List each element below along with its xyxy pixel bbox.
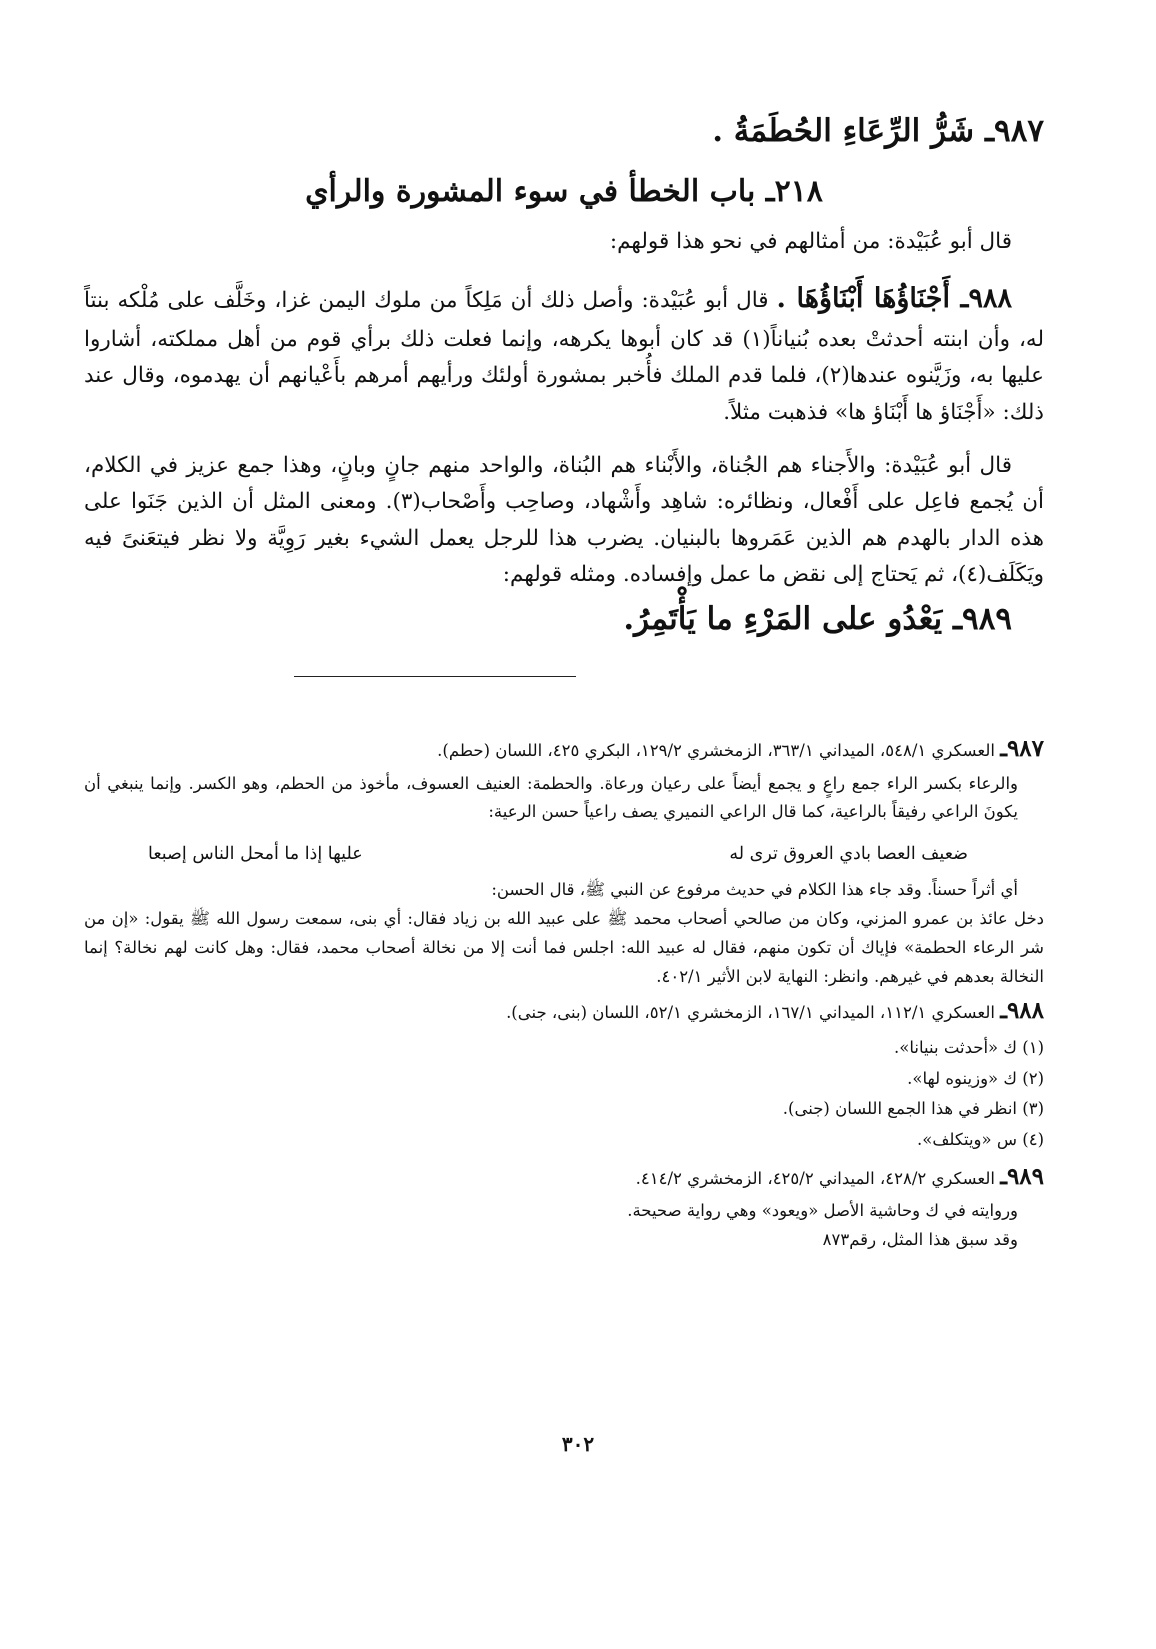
note-988-number: ٩٨٨ـ bbox=[1000, 997, 1044, 1025]
verse-second-hemistich: عليها إذا ما أمحل الناس إصبعا bbox=[148, 844, 363, 865]
footnote-4: (٤) س «ويتكلف». bbox=[916, 1130, 1044, 1150]
verse-first-hemistich: ضعيف العصا بادي العروق ترى له bbox=[729, 844, 968, 865]
proverb-987-title: ٩٨٧ـ شَرُّ الرِّعَاءِ الحُطَمَةُ . bbox=[712, 113, 1044, 149]
footnote-2: (٢) ك «وزينوه لها». bbox=[907, 1068, 1044, 1088]
note-987-hadith: دخل عائذ بن عمرو المزني، وكان من صالحي أصحاب محمد ﷺ على عبيد الله بن زياد فقال: أي بنى، سمعت رسول الله ﷺ يقول: «إن من شر الرعاء الحطمة» فإياك أن تكون منهم، فقال له عبيد الله: اجلس فما أنت إلا من نخالة أصحاب محمد، فقال: وهل كانت لهم نخالة؟ إنما النخالة بعدهم في غيرهم. وانظر: النهاية لابن الأثير ٤٠٢/١. bbox=[84, 908, 1044, 986]
note-989-number: ٩٨٩ـ bbox=[1000, 1163, 1044, 1191]
note-988-sources bbox=[84, 991, 1044, 1031]
footnote-list bbox=[84, 1034, 1044, 1156]
explanation-paragraph: قال أبو عُبَيْدة: والأَجناء هم الجُناة، والأَبْناء هم البُناة، والواحد منهم جانٍ وبانٍ، وهذا جمع عزيز في الكلام، أن يُجمع فاعِل على أَفْعال، ونظائره: شاهِد وأَشْهاد، وصاحِب وأَصْحاب(٣). ومعنى المثل أن الذين جَنَوا على هذه الدار بالهدم هم الذين عَمَروها بالبنيان. يضرب هذا للرجل يعمل الشيء بغير رَوِيَّة ولا نظر فيتعَنىً فيه ويَكَلَف(٤)، ثم يَحتاج إلى نقض ما عمل وإفساده. ومثله قولهم: bbox=[84, 452, 1044, 588]
chapter-heading: ٢١٨ـ باب الخطأ في سوء المشورة والرأي bbox=[305, 173, 823, 209]
note-989-sources bbox=[84, 1157, 1044, 1197]
page-number: ٣٠٢ bbox=[561, 1432, 595, 1456]
note-987-text: والرعاء بكسر الراء جمع راعٍ و يجمع أيضاً على رعيان ورعاة. والحطمة: العنيف العسوف، مأخوذ من الحطم، وهو الكسر. وإنما ينبغي أن يكونَ الراعي رفيقاً بالراعية، كما قال الراعي النميري يصف راعياً حسن الرعية: bbox=[84, 773, 1018, 822]
footnote-3: (٣) انظر في هذا الجمع اللسان (جنى). bbox=[782, 1099, 1044, 1119]
note-988-sources-text: العسكري ١١٢/١، الميداني ١٦٧/١، الزمخشري ٥٢/١، اللسان (بنى، جنى). bbox=[506, 1003, 995, 1023]
proverb-989-title: ٩٨٩ـ يَعْدُو على المَرْءِ ما يَأْتَمِرُ. bbox=[623, 600, 1012, 637]
note-987-after: أي أثراً حسناً. وقد جاء هذا الكلام في حديث مرفوع عن النبي ﷺ، قال الحسن: bbox=[491, 879, 1018, 899]
proverb-988-body: قال أبو عُبَيْدة: وأصل ذلك أن مَلِكاً من ملوك اليمن غزا، وخَلَّف على مُلْكه بنتاً له، وأن ابنته أحدثتْ بعده بُنياناً(١) قد كان أبوها يكرهه، وإنما فعلت ذلك برأي قوم من أهل مملكته، أشاروا عليها به، وزَيَّنوه عندها(٢)، فلما قدم الملك فأُخبر بمشورة أولئك ورأيهم أمرهم بأَعْيانهم أن يهدموه، وقال عند ذلك: «أَجْنَاؤ ها أَبْنَاؤ ها» فذهبت مثلاً. bbox=[84, 288, 1044, 426]
proverb-988-title: ٩٨٨ـ أَجْنَاؤُهَا أَبْنَاؤُهَا . bbox=[776, 283, 1012, 315]
poetry-verse bbox=[148, 839, 968, 870]
note-989-sources-text: العسكري ٤٢٨/٢، الميداني ٤٢٥/٢، الزمخشري ٤١٤/٢. bbox=[635, 1169, 995, 1189]
footnote-divider bbox=[294, 676, 576, 677]
note-987-number: ٩٨٧ـ bbox=[1000, 735, 1044, 763]
proverb-988-paragraph bbox=[84, 276, 1044, 432]
note-989-line1: وروايته في ك وحاشية الأصل «ويعود» وهي رواية صحيحة. bbox=[627, 1201, 1018, 1221]
footnotes bbox=[84, 729, 1044, 1255]
footnote-1: (١) ك «أحدثت بنيانا». bbox=[894, 1037, 1044, 1057]
note-989-line2: وقد سبق هذا المثل، رقم٨٧٣ bbox=[822, 1230, 1018, 1250]
note-987-sources bbox=[84, 729, 1044, 769]
intro-line: قال أبو عُبَيْدة: من أمثالهم في نحو هذا قولهم: bbox=[609, 228, 1012, 254]
note-987-sources-text: العسكري ٥٤٨/١، الميداني ٣٦٣/١، الزمخشري ١٢٩/٢، البكري ٤٢٥، اللسان (حطم). bbox=[437, 741, 995, 761]
